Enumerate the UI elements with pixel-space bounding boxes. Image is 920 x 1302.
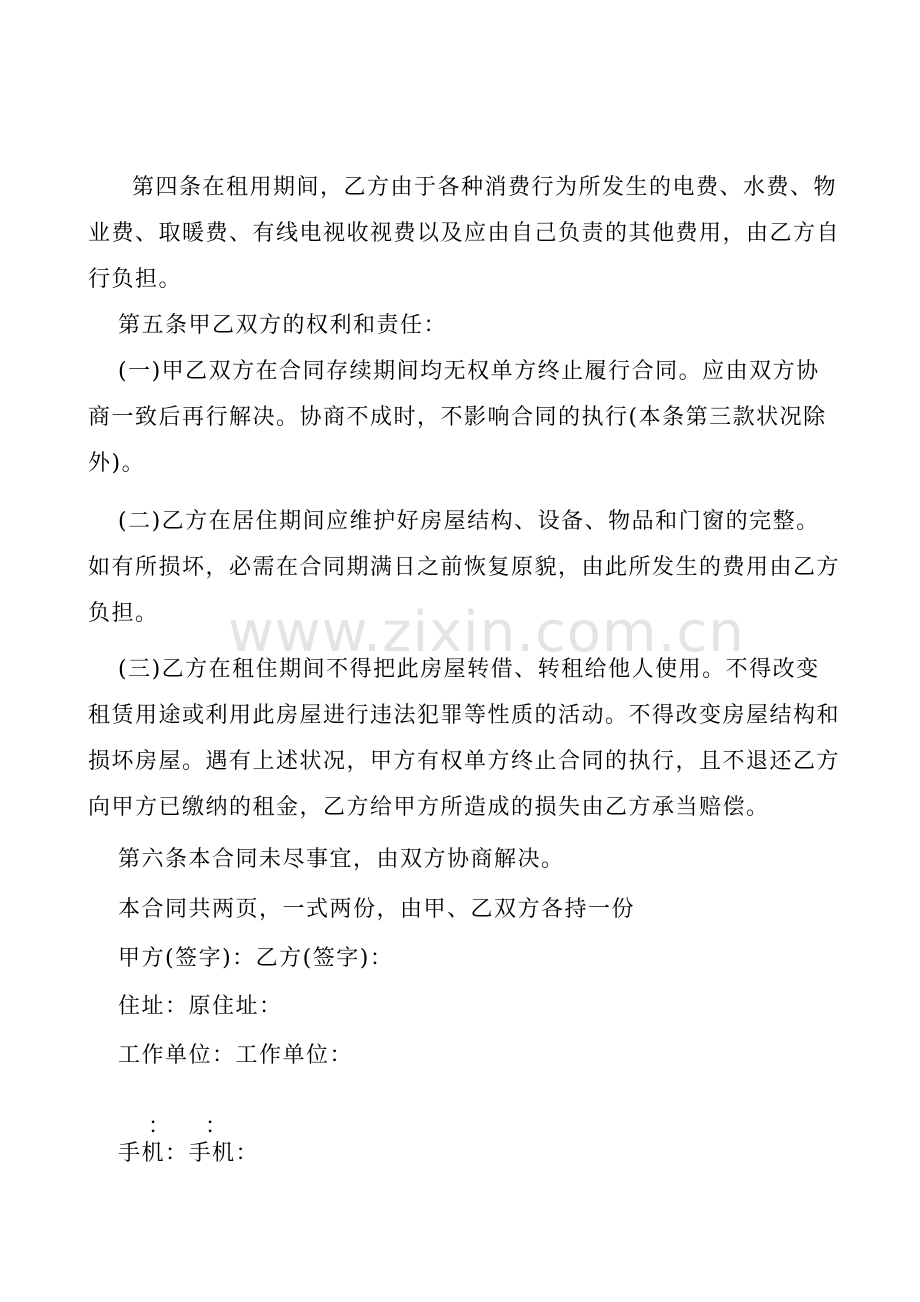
signature-line: 甲方(签字)：乙方(签字)： <box>118 946 394 971</box>
copies-statement: 本合同共两页，一式两份，由甲、乙双方各持一份 <box>118 897 636 922</box>
watermark: www.zixin.com.cn <box>228 600 745 665</box>
workplace-line: 工作单位：工作单位： <box>118 1043 354 1068</box>
address-line: 住址：原住址： <box>118 994 283 1019</box>
article-5-title: 第五条甲乙双方的权利和责任： <box>118 313 448 338</box>
clause-2-paragraph: (二)乙方在居住期间应维护好房屋结构、设备、物品和门窗的完整。如有所损坏，必需在合同期满日之前恢复原貌，由此所发生的费用由乙方负担。 <box>88 509 841 626</box>
article-4-paragraph: 第四条在租用期间，乙方由于各种消费行为所发生的电费、水费、物业费、取暖费、有线电视收视费以及应由自己负责的其他费用，由乙方自行负担。 <box>88 175 841 292</box>
colon-line: ： ： <box>148 1114 227 1139</box>
clause-3-paragraph: (三)乙方在租住期间不得把此房屋转借、转租给他人使用。不得改变租赁用途或利用此房屋进行违法犯罪等性质的活动。不得改变房屋结构和损坏房屋。遇有上述状况，甲方有权单方终止合同的执行，且不退还乙方向甲方已缴纳的租金，乙方给甲方所造成的损失由乙方承当赔偿。 <box>88 657 841 820</box>
article-6-paragraph: 第六条本合同未尽事宜，由双方协商解决。 <box>118 847 565 872</box>
phone-line: 手机：手机： <box>118 1141 260 1166</box>
clause-1-paragraph: (一)甲乙双方在合同存续期间均无权单方终止履行合同。应由双方协商一致后再行解决。协商不成时，不影响合同的执行(本条第三款状况除外)。 <box>88 359 827 476</box>
